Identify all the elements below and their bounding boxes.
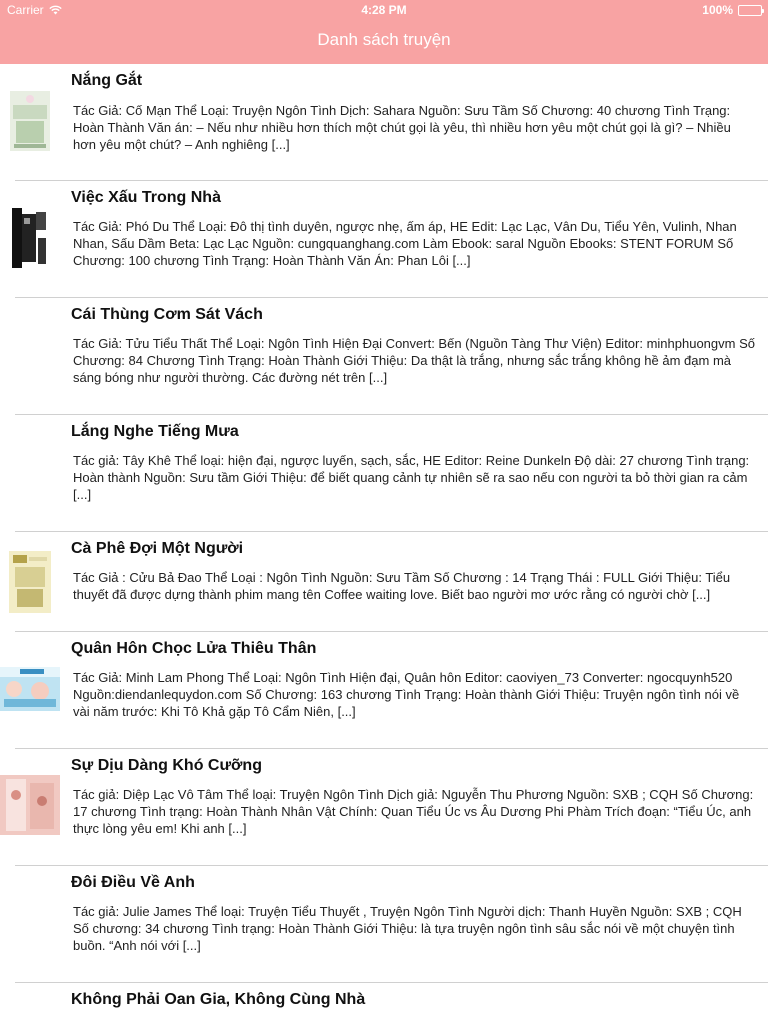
list-item[interactable] xyxy=(0,631,768,748)
story-description: Tác giả: Tây Khê Thể loại: hiện đại, ngược luyến, sạch, sắc, HE Editor: Reine Dunkeln Độ dài: 27 chương Tình trạng: Hoàn thành Nguồn: Sưu tầm Giới Thiệu: để biết quang cảnh tự nhiên sẽ ra sao nếu con người ta bỏ thời gian ra cảm [...] xyxy=(73,453,750,502)
story-description: Tác giả: Julie James Thể loại: Truyện Tiểu Thuyết , Truyện Ngôn Tình Người dịch: Thanh Huyền Nguồn: SXB ; CQH Số chương: 34 chương Tình trạng: Hoàn Thành Giới Thiệu: là tựa truyện ngôn tình sâu sắc nói về một chuyện tình buồn. “Anh nói với [...] xyxy=(73,904,742,953)
page-title: Danh sách truyện xyxy=(317,30,451,49)
story-title: Đôi Điều Về Anh xyxy=(71,874,195,891)
book-cover-thumbnail xyxy=(9,551,51,613)
book-cover-thumbnail xyxy=(10,91,50,151)
status-right xyxy=(702,3,762,17)
story-description: Tác Giả: Minh Lam Phong Thể Loại: Ngôn Tình Hiện đại, Quân hôn Editor: caoviyen_73 Converter: ngocquynh520 Nguồn:diendanlequydon.com Số Chương: 163 chương Tình Trạng: Hoàn thành Giới Thiệu: Truyện ngôn tình nói về vài năm trước: Khi Tô Khả gặp Tô Cẩm Niên, [...] xyxy=(73,670,740,719)
list-item[interactable] xyxy=(0,865,768,982)
status-time: 4:28 PM xyxy=(361,3,407,17)
story-description: Tác Giả: Phó Du Thể Loại: Đô thị tình duyên, ngược nhẹ, ấm áp, HE Edit: Lạc Lạc, Vân Du, Tiểu Yên, Vulinh, Nhan Nhan, Sấu Dầm Beta: Lạc Lạc Nguồn: cungquanghang.com Làm Ebook: saral Nguồn Ebooks: STENT FORUM Số Chương: 100 chương Tình Trạng: Hoàn Thành Văn Án: Phan Lôi [...] xyxy=(73,219,737,268)
list-item[interactable] xyxy=(0,748,768,865)
carrier-label: Carrier xyxy=(7,3,44,17)
story-description: Tác Giả: Cố Mạn Thể Loại: Truyện Ngôn Tình Dịch: Sahara Nguồn: Sưu Tầm Số Chương: 40 chương Tình Trạng: Hoàn Thành Văn án: – Nếu như nhiều hơn thích một chút gọi là yêu, thì nhiều hơn yêu một chút gọi là gì? – Nhiều hơn yêu một chút? – Anh nghiêng [...] xyxy=(73,103,731,152)
status-bar xyxy=(0,0,768,20)
list-item[interactable] xyxy=(0,64,768,180)
story-title: Việc Xấu Trong Nhà xyxy=(71,189,221,206)
book-cover-thumbnail xyxy=(0,667,60,711)
story-title: Cà Phê Đợi Một Người xyxy=(71,540,244,557)
story-list[interactable] xyxy=(0,64,768,1024)
story-title: Quân Hôn Chọc Lửa Thiêu Thân xyxy=(71,640,317,657)
book-cover-thumbnail xyxy=(10,208,48,268)
story-description: Tác giả: Diệp Lạc Vô Tâm Thể loại: Truyện Ngôn Tình Dịch giả: Nguyễn Thu Phương Nguồn: SXB ; CQH Số Chương: 17 chương Tình trạng: Hoàn Thành Nhân Vật Chính: Quan Tiểu Úc vs Âu Dương Phi Phàm Trích đoạn: “Tiểu Úc, anh thực lòng yêu em! Khi anh [...] xyxy=(73,787,754,836)
list-item[interactable] xyxy=(0,180,768,297)
story-description: Tác Giả: Tửu Tiểu Thất Thể Loại: Ngôn Tình Hiện Đại Convert: Bến (Nguồn Tàng Thư Viện) Editor: minhphuongvm Số Chương: 84 Chương Tình Trạng: Hoàn Thành Giới Thiệu: Da thật là trắng, nhưng sắc trắng không hề ảm đạm mà sáng bóng như người thường. Các đường nét trên [...] xyxy=(73,336,755,385)
navigation-bar xyxy=(0,0,768,64)
battery-icon xyxy=(738,5,762,16)
story-title: Lắng Nghe Tiếng Mưa xyxy=(71,423,239,440)
list-item[interactable] xyxy=(0,531,768,631)
battery-percent: 100% xyxy=(702,3,733,17)
story-title: Nắng Gắt xyxy=(71,72,143,89)
book-cover-thumbnail xyxy=(0,775,60,835)
story-title: Không Phải Oan Gia, Không Cùng Nhà xyxy=(71,991,366,1008)
list-item[interactable] xyxy=(0,414,768,531)
list-item[interactable] xyxy=(0,982,768,1024)
story-title: Sự Dịu Dàng Khó Cưỡng xyxy=(71,757,262,774)
story-description: Tác Giả : Cửu Bả Đao Thể Loại : Ngôn Tình Nguồn: Sưu Tầm Số Chương : 14 Trạng Thái : FULL Giới Thiệu: Tiểu thuyết đã được dựng thành phim mang tên Coffee waiting love. Biết bao người mơ ước rằng có người chờ [...] xyxy=(73,570,731,602)
list-item[interactable] xyxy=(0,297,768,414)
story-title: Cái Thùng Cơm Sát Vách xyxy=(71,306,263,323)
